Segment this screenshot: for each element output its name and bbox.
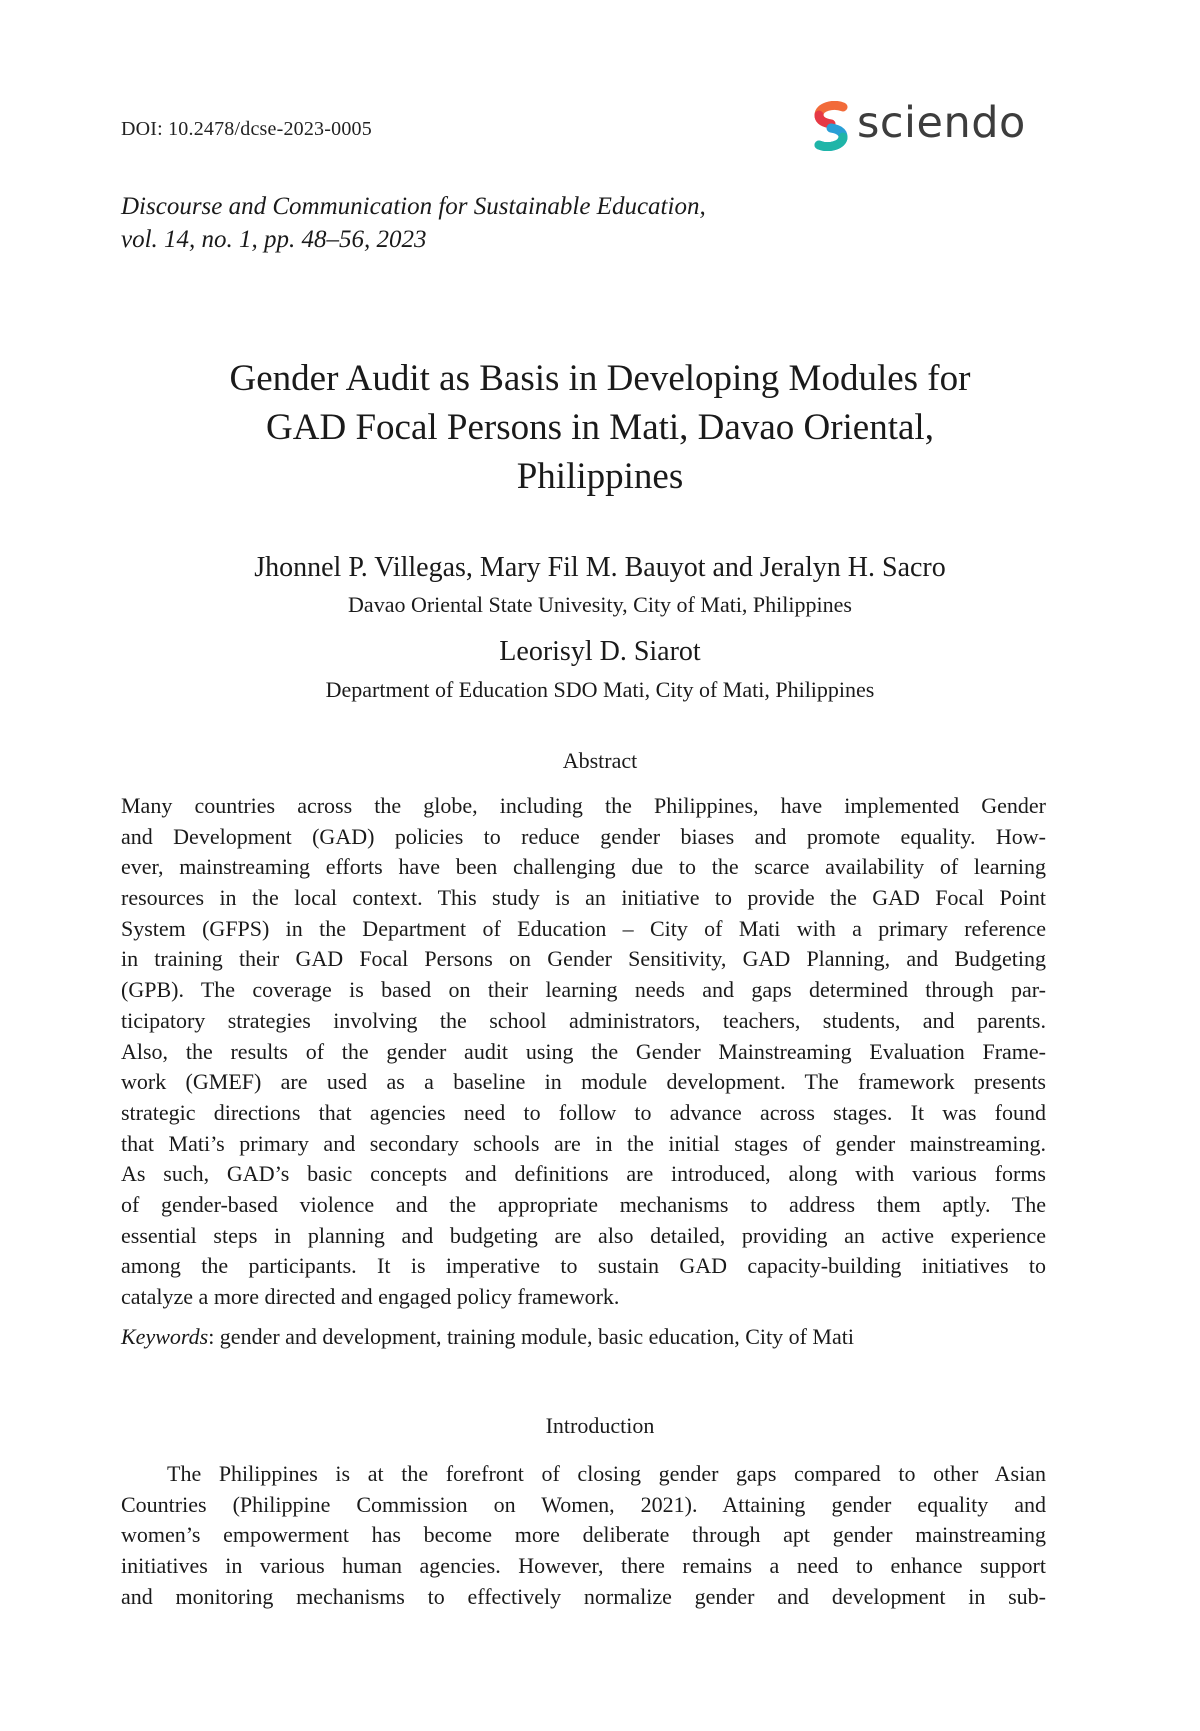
abstract-line: in training their GAD Focal Persons on Gender Sensitivity, GAD Planning, and Budgeting — [121, 946, 1046, 972]
abstract-line: ticipatory strategies involving the school administrators, teachers, students, and parents. — [121, 1007, 1046, 1033]
publisher-name: sciendo — [857, 97, 1026, 148]
abstract-line: Many countries across the globe, including the Philippines, have implemented Gender — [121, 793, 1046, 818]
title-line: GAD Focal Persons in Mati, Davao Oriental, — [266, 407, 934, 448]
author-list-1: Jhonnel P. Villegas, Mary Fil M. Bauyot and Jeralyn H. Sacro — [254, 552, 946, 583]
keywords — [121, 1324, 854, 1350]
affiliation-1: Davao Oriental State Univesity, City of Mati, Philippines — [348, 592, 852, 617]
keywords-text: : gender and development, training module, basic education, City of Mati — [208, 1324, 854, 1349]
affiliation-2: Department of Education SDO Mati, City of Mati, Philippines — [325, 677, 875, 702]
introduction-line: The Philippines is at the forefront of closing gender gaps compared to other Asian — [167, 1461, 1046, 1486]
introduction-line: initiatives in various human agencies. However, there remains a need to enhance support — [121, 1553, 1046, 1579]
abstract-body — [121, 791, 1046, 1313]
abstract-line: essential steps in planning and budgeting are also detailed, providing an active experience — [121, 1222, 1046, 1248]
introduction-line: Countries (Philippine Commission on Women, 2021). Attaining gender equality and — [121, 1491, 1046, 1517]
introduction-body — [121, 1459, 1046, 1612]
doi-label: DOI: 10.2478/dcse-2023-0005 — [121, 118, 372, 140]
abstract-line: resources in the local context. This study is an initiative to provide the GAD Focal Point — [121, 885, 1046, 911]
abstract-line: (GPB). The coverage is based on their learning needs and gaps determined through par- — [121, 977, 1046, 1003]
abstract-heading: Abstract — [562, 748, 638, 773]
abstract-line: strategic directions that agencies need to follow to advance across stages. It was found — [121, 1099, 1046, 1125]
title-line: Gender Audit as Basis in Developing Modules for — [229, 358, 971, 399]
paper-title — [100, 354, 1100, 501]
journal-name: Discourse and Communication for Sustainable Education, — [121, 193, 706, 220]
abstract-line: that Mati’s primary and secondary schools are in the initial stages of gender mainstreaming. — [121, 1130, 1046, 1156]
abstract-line: work (GMEF) are used as a baseline in module development. The framework presents — [121, 1069, 1046, 1095]
introduction-line: and monitoring mechanisms to effectively normalize gender and development in sub- — [121, 1583, 1046, 1609]
introduction-line: women’s empowerment has become more deliberate through apt gender mainstreaming — [121, 1522, 1046, 1548]
abstract-line: Also, the results of the gender audit using the Gender Mainstreaming Evaluation Frame- — [121, 1038, 1046, 1064]
abstract-line: among the participants. It is imperative to sustain GAD capacity-building initiatives to — [121, 1253, 1046, 1279]
abstract-line: and Development (GAD) policies to reduce gender biases and promote equality. How- — [121, 823, 1046, 849]
abstract-line: ever, mainstreaming efforts have been challenging due to the scarce availability of learning — [121, 854, 1046, 880]
journal-volume: vol. 14, no. 1, pp. 48–56, 2023 — [121, 226, 427, 253]
introduction-heading: Introduction — [545, 1413, 655, 1438]
journal-citation — [121, 190, 706, 256]
publisher-logo — [813, 96, 1026, 156]
abstract-line: of gender-based violence and the appropriate mechanisms to address them aptly. The — [121, 1191, 1046, 1217]
keywords-label: Keywords — [121, 1324, 209, 1349]
author-list-2: Leorisyl D. Siarot — [499, 636, 701, 667]
abstract-line: System (GFPS) in the Department of Education – City of Mati with a primary reference — [121, 915, 1046, 941]
abstract-line: catalyze a more directed and engaged policy framework. — [121, 1284, 620, 1309]
title-line: Philippines — [516, 456, 684, 497]
sciendo-logo-icon — [813, 101, 849, 151]
abstract-line: As such, GAD’s basic concepts and definitions are introduced, along with various forms — [121, 1161, 1046, 1187]
